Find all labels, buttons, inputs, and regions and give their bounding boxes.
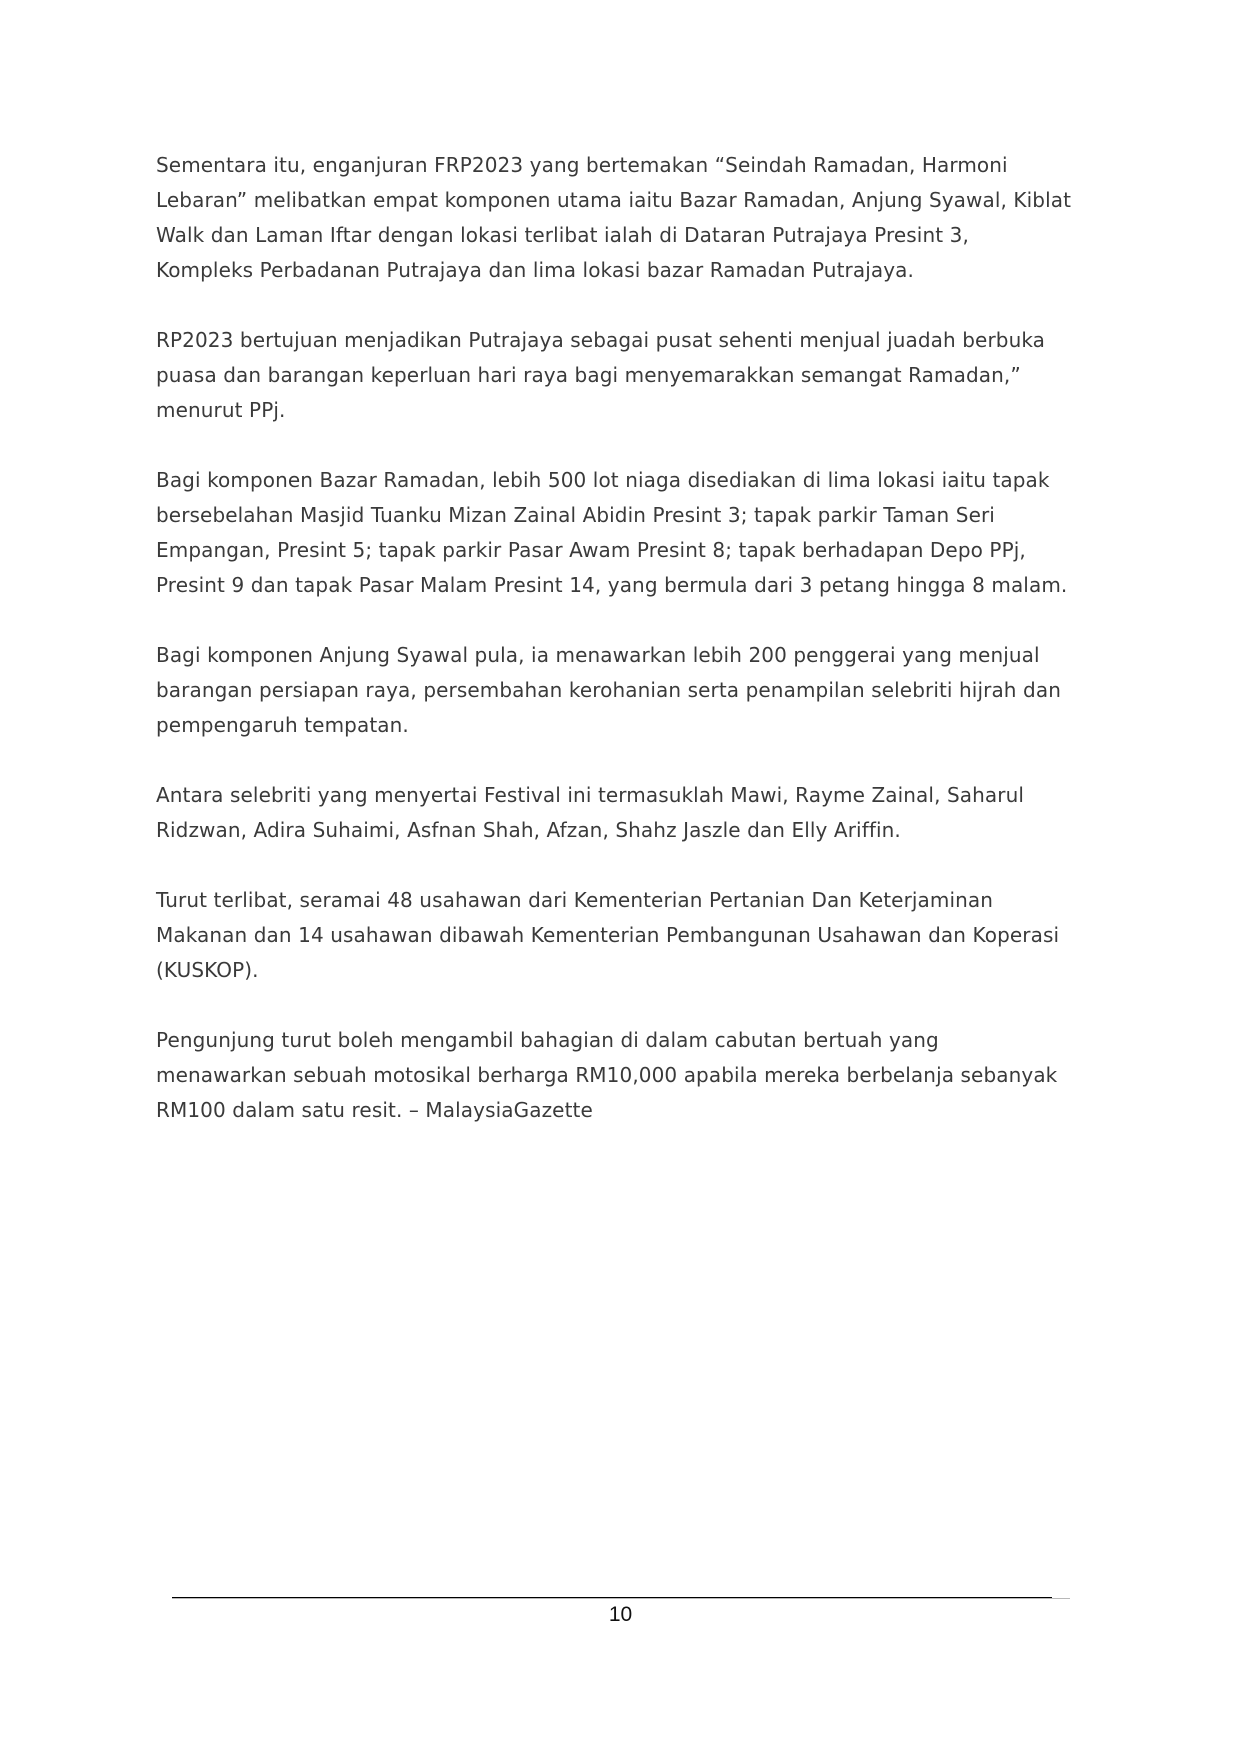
- paragraph-1: Sementara itu, enganjuran FRP2023 yang bertemakan “Seindah Ramadan, Harmoni Lebaran” melibatkan empat komponen utama iaitu Bazar Ramadan, Anjung Syawal, Kiblat Walk dan Laman Iftar dengan lokasi terlibat ialah di Dataran Putrajaya Presint 3, Kompleks Perbadanan Putrajaya dan lima lokasi bazar Ramadan Putrajaya.: [156, 153, 1072, 282]
- paragraph-3: Bagi komponen Bazar Ramadan, lebih 500 lot niaga disediakan di lima lokasi iaitu tapak bersebelahan Masjid Tuanku Mizan Zainal Abidin Presint 3; tapak parkir Taman Seri Empangan, Presint 5; tapak parkir Pasar Awam Presint 8; tapak berhadapan Depo PPj, Presint 9 dan tapak Pasar Malam Presint 14, yang bermula dari 3 petang hingga 8 malam.: [156, 468, 1068, 597]
- paragraph-6: Turut terlibat, seramai 48 usahawan dari Kementerian Pertanian Dan Keterjaminan Makanan dan 14 usahawan dibawah Kementerian Pembangunan Usahawan dan Koperasi (KUSKOP).: [156, 888, 1060, 982]
- footer-divider-shadow: [172, 1598, 1070, 1599]
- page-number: 10: [608, 1603, 633, 1626]
- paragraph-2: RP2023 bertujuan menjadikan Putrajaya sebagai pusat sehenti menjual juadah berbuka puasa dan barangan keperluan hari raya bagi menyemarakkan semangat Ramadan,” menurut PPj.: [156, 328, 1046, 422]
- footer-divider: [172, 1597, 1052, 1598]
- article-body: [156, 148, 1096, 1163]
- paragraph-7: Pengunjung turut boleh mengambil bahagian di dalam cabutan bertuah yang menawarkan sebuah motosikal berharga RM10,000 apabila mereka berbelanja sebanyak RM100 dalam satu resit. – MalaysiaGazette: [156, 1028, 1058, 1122]
- paragraph-4: Bagi komponen Anjung Syawal pula, ia menawarkan lebih 200 penggerai yang menjual barangan persiapan raya, persembahan kerohanian serta penampilan selebriti hijrah dan pempengaruh tempatan.: [156, 643, 1061, 737]
- paragraph-5: Antara selebriti yang menyertai Festival ini termasuklah Mawi, Rayme Zainal, Saharul Ridzwan, Adira Suhaimi, Asfnan Shah, Afzan, Shahz Jaszle dan Elly Ariffin.: [156, 783, 1025, 842]
